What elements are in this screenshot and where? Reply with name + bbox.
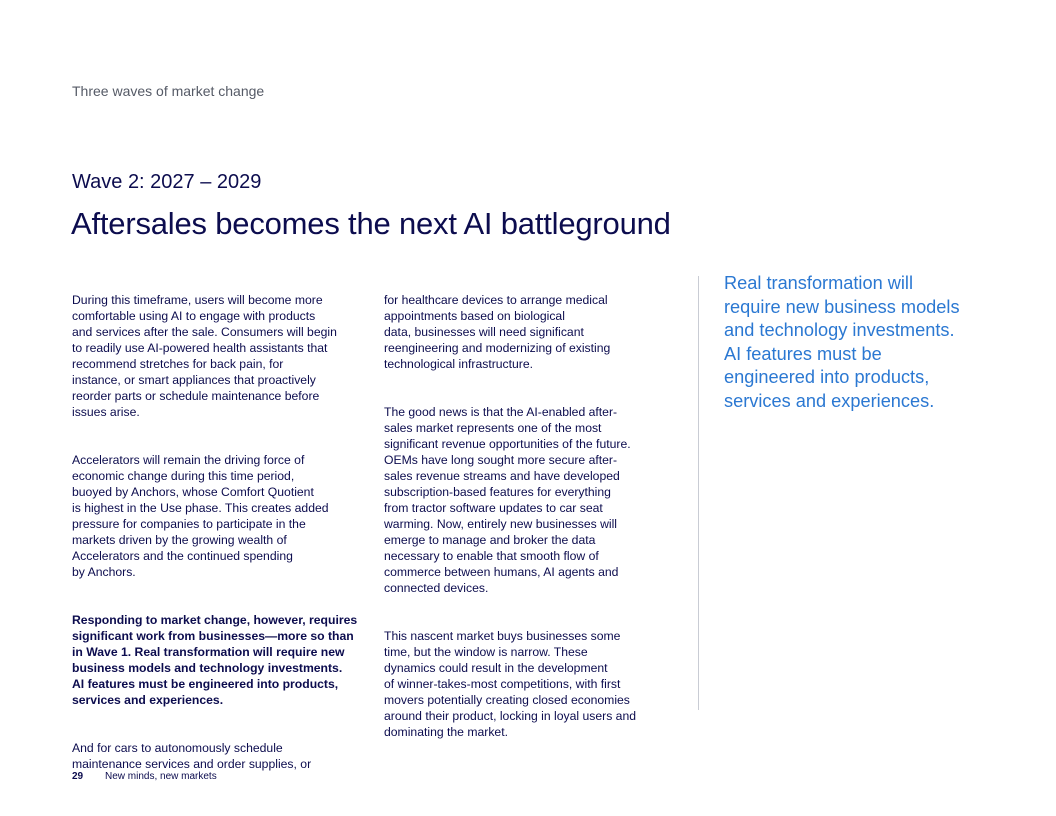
paragraph: During this timeframe, users will become more comfortable using AI to engage with products and services after the sale. Consumers will begin to readily use AI-powered health assistants that recommend stretches for back pain, for instance, or smart appliances that proactively reorder parts or schedule maintenance before issues arise. bbox=[72, 293, 337, 419]
footer-publication: New minds, new markets bbox=[105, 771, 217, 782]
pull-quote: Real transformation will require new business models and technology investments. AI features must be engineered into products, services and experiences. bbox=[724, 273, 960, 411]
paragraph: Accelerators will remain the driving force of economic change during this time period, buoyed by Anchors, whose Comfort Quotient is highest in the Use phase. This creates added pressure for companies to participate in the markets driven by the growing wealth of Accelerators and the continued spending by Anchors. bbox=[72, 453, 329, 579]
paragraph: And for cars to autonomously schedule maintenance services and order supplies, or bbox=[72, 741, 312, 771]
page-title: Aftersales becomes the next AI battleground bbox=[71, 206, 671, 241]
wave-subtitle: Wave 2: 2027 – 2029 bbox=[72, 171, 262, 193]
section-label: Three waves of market change bbox=[72, 83, 265, 99]
page-number: 29 bbox=[72, 771, 84, 782]
paragraph: The good news is that the AI-enabled after- sales market represents one of the most significant revenue opportunities of the future. OEMs have long sought more secure after- sales revenue streams and have developed subscription-based features for everything from tractor software updates to car seat warming. Now, entirely new businesses will emerge to manage and broker the data necessary to enable that smooth flow of commerce between humans, AI agents and connected devices. bbox=[384, 405, 631, 595]
paragraph-emphasis: Responding to market change, however, requires significant work from businesses—more so than in Wave 1. Real transformation will require new business models and technology investments. AI features must be engineered into products, services and experiences. bbox=[72, 613, 358, 707]
paragraph: This nascent market buys businesses some time, but the window is narrow. These dynamics could result in the development of winner-takes-most competitions, with first movers potentially creating closed economies around their product, locking in loyal users and dominating the market. bbox=[384, 629, 637, 739]
body-column-1 bbox=[72, 276, 372, 804]
body-column-2 bbox=[384, 276, 684, 772]
column-divider bbox=[698, 276, 699, 710]
paragraph: for healthcare devices to arrange medical appointments based on biological data, businesses will need significant reengineering and modernizing of existing technological infrastructure. bbox=[384, 293, 611, 371]
